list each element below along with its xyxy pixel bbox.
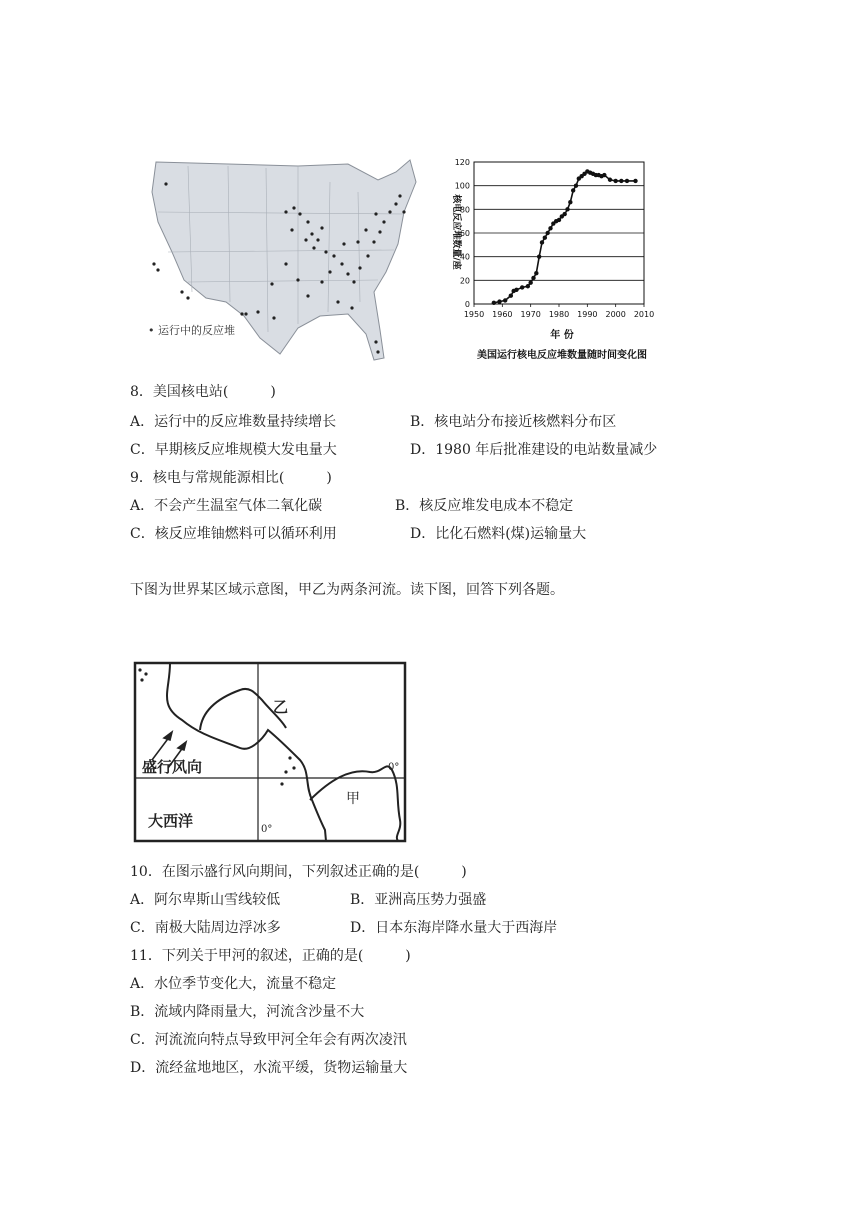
q11-option-c[interactable]: C．河流流向特点导致甲河全年会有两次凌汛 — [130, 1032, 407, 1048]
chart-x-tick-label: 1950 — [463, 310, 485, 319]
q9-option-d[interactable]: D．比化石燃料(煤)运输量大 — [410, 526, 587, 542]
chart-data-point — [625, 179, 629, 183]
chart-data-point — [633, 179, 637, 183]
chart-y-tick-label: 60 — [459, 229, 470, 238]
chart-x-tick-label: 1990 — [577, 310, 598, 319]
q10-option-b[interactable]: B．亚洲高压势力强盛 — [350, 892, 487, 908]
q9-stem: 9．核电与常规能源相比( ) — [130, 470, 332, 486]
chart-data-point — [613, 179, 617, 183]
chart-data-point — [492, 301, 496, 305]
river-jia-label: 甲 — [346, 791, 360, 807]
chart-y-tick-label: 20 — [459, 276, 470, 286]
q9-option-b[interactable]: B．核反应堆发电成本不稳定 — [395, 498, 574, 514]
q11-option-a[interactable]: A．水位季节变化大，流量不稳定 — [130, 976, 337, 992]
chart-data-point — [509, 294, 513, 298]
region-map — [130, 660, 410, 845]
chart-x-tick-label: 2010 — [633, 310, 655, 319]
chart-y-tick-label: 120 — [454, 158, 470, 167]
chart-data-point — [602, 173, 606, 177]
wind-label: 盛行风向 — [142, 758, 203, 776]
chart-data-point — [565, 207, 569, 211]
q8-option-b[interactable]: B．核电站分布接近核燃料分布区 — [410, 414, 617, 430]
chart-data-point — [548, 226, 552, 230]
chart-x-tick-label: 1980 — [548, 310, 570, 319]
q10-option-a[interactable]: A．阿尔卑斯山雪线较低 — [130, 892, 281, 908]
river-yi-label: 乙 — [273, 698, 289, 716]
chart-data-point — [568, 200, 572, 204]
chart-x-axis-label: 年 份 — [550, 330, 574, 341]
q9-option-a[interactable]: A．不会产生温室气体二氧化碳 — [130, 498, 323, 514]
chart-y-tick-label: 0 — [464, 300, 470, 309]
chart-y-tick-label: 100 — [454, 181, 470, 191]
chart-data-point — [545, 231, 549, 235]
chart-x-tick-label: 2000 — [605, 310, 626, 319]
q9-option-c[interactable]: C．核反应堆铀燃料可以循环利用 — [130, 526, 337, 542]
q10-option-d[interactable]: D．日本东海岸降水量大于西海岸 — [350, 920, 558, 936]
chart-data-point — [528, 281, 532, 285]
chart-title: 美国运行核电反应堆数量随时间变化图 — [477, 350, 647, 361]
q8-option-d[interactable]: D．1980 年后批准建设的电站数量减少 — [410, 442, 658, 458]
ocean-label: 大西洋 — [148, 812, 194, 830]
chart-x-tick-label: 1960 — [492, 310, 513, 319]
chart-data-point — [571, 188, 575, 192]
chart-data-point — [557, 218, 561, 222]
q8-stem: 8．美国核电站( ) — [130, 384, 276, 400]
chart-data-point — [537, 254, 541, 258]
chart-data-point — [540, 240, 544, 244]
chart-data-point — [619, 179, 623, 183]
q10-option-c[interactable]: C．南极大陆周边浮冰多 — [130, 920, 281, 936]
chart-y-tick-label: 80 — [459, 205, 470, 215]
chart-x-tick-label: 1970 — [520, 310, 541, 319]
chart-data-point — [497, 299, 501, 303]
chart-data-point — [531, 276, 535, 280]
chart-data-point — [608, 178, 612, 182]
reactor-count-chart — [440, 152, 676, 370]
chart-data-point — [562, 212, 566, 216]
q11-option-d[interactable]: D．流经盆地地区，水流平缓，货物运输量大 — [130, 1060, 408, 1076]
map-legend: • 运行中的反应堆 — [148, 324, 235, 337]
prime-meridian-label: 0° — [261, 824, 273, 835]
chart-svg — [440, 152, 676, 370]
q8-option-c[interactable]: C．早期核反应堆规模大发电量大 — [130, 442, 337, 458]
chart-data-point — [520, 285, 524, 289]
chart-data-point — [574, 183, 578, 187]
q8-option-a[interactable]: A．运行中的反应堆数量持续增长 — [130, 414, 337, 430]
q11-option-b[interactable]: B．流域内降雨量大，河流含沙量不大 — [130, 1004, 365, 1020]
chart-data-point — [503, 298, 507, 302]
section-intro: 下图为世界某区域示意图，甲乙为两条河流。读下图，回答下列各题。 — [130, 582, 564, 598]
chart-data-point — [514, 288, 518, 292]
chart-y-axis-label: 核电反应堆数量/座 — [451, 194, 461, 270]
chart-data-point — [526, 284, 530, 288]
chart-data-point — [543, 236, 547, 240]
chart-y-tick-label: 40 — [459, 252, 470, 262]
chart-data-point — [534, 271, 538, 275]
chart-series-line — [494, 172, 636, 303]
equator-label: 0° — [388, 762, 400, 773]
q11-stem: 11．下列关于甲河的叙述，正确的是( ) — [130, 948, 411, 964]
us-reactor-map — [148, 152, 420, 364]
q10-stem: 10．在图示盛行风向期间，下列叙述正确的是( ) — [130, 864, 467, 880]
